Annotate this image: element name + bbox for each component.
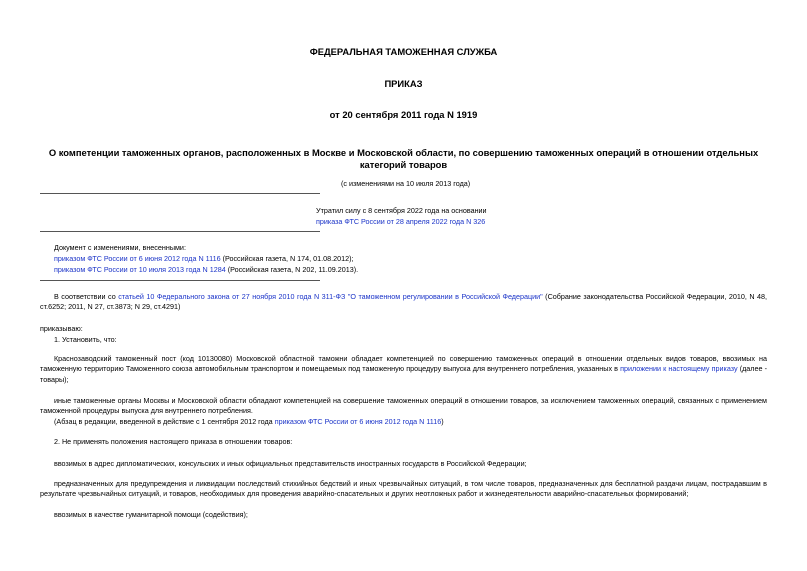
order-word: приказываю: xyxy=(40,324,83,333)
amendments-note: (с изменениями на 10 июля 2013 года) xyxy=(341,179,471,188)
clause-text: Краснозаводский таможенный пост (код 10130080) Московской областной таможни обладает компетенцией по совершению таможенных операций в отношении отдельных видов товаров, ввозимых на таможенную территорию Таможенного союза автомобильным транспортом и помещаемых под таможенную процедуру выпуска для внутреннего потребления, указанных в xyxy=(40,354,767,374)
edit-note-text: (Абзац в редакции, введенной в действие с 1 сентября 2012 года xyxy=(54,417,275,426)
document-title: О компетенции таможенных органов, расположенных в Москве и Московской области, по совершению таможенных операций в отношении отдельных категорий товаров xyxy=(48,147,759,170)
preamble-text: (Собрание законодательства Российской Федерации, 2010, N 48, ст.6252; 2011, N 27, ст.3873; N 29, ст.4291) xyxy=(40,292,767,312)
change-item xyxy=(54,253,354,264)
law-link[interactable]: статьей 10 Федерального закона от 27 ноября 2010 года N 311-ФЗ "О таможенном регулировании в Российской Федерации" xyxy=(118,292,543,301)
preamble-paragraph xyxy=(40,292,767,313)
change-item xyxy=(54,264,358,275)
divider xyxy=(40,280,320,281)
document-date: от 20 сентября 2011 года N 1919 xyxy=(329,109,478,120)
expiry-order-link[interactable]: приказа ФТС России от 28 апреля 2022 года N 326 xyxy=(316,217,486,226)
divider xyxy=(40,231,320,232)
change-order-link[interactable]: приказом ФТС России от 6 июня 2012 года N 1116 xyxy=(54,254,221,263)
divider xyxy=(40,193,320,194)
changes-heading: Документ с изменениями, внесенными: xyxy=(54,243,186,252)
change-source: (Российская газета, N 202, 11.09.2013). xyxy=(225,265,359,274)
clause-others-paragraph: иные таможенные органы Москвы и Московской области обладают компетенцией на совершение таможенных операций в отношении товаров, за исключением таможенных операций, связанных с применением таможенной процедуры выпуска для внутреннего потребления. xyxy=(40,396,767,416)
appendix-link[interactable]: приложении к настоящему приказу xyxy=(620,364,738,374)
edit-note-text: ) xyxy=(441,417,444,426)
clause-text: (далее - товары); xyxy=(40,364,767,384)
clause-post-paragraph xyxy=(40,354,767,385)
change-order-link[interactable]: приказом ФТС России от 10 июля 2013 года N 1284 xyxy=(54,265,226,274)
edit-note xyxy=(54,416,444,427)
clause-1-heading: 1. Установить, что: xyxy=(54,335,117,344)
clause-humanitarian: ввозимых в качестве гуманитарной помощи (содействия); xyxy=(54,510,248,519)
preamble-text: В соответствии со xyxy=(54,292,119,301)
clause-emergency: предназначенных для предупреждения и ликвидации последствий стихийных бедствий и иных чрезвычайных ситуаций, в том числе товаров, предназначенных для бесплатной раздачи лицам, пострадавшим в результате чрезвычайных ситуаций, и товаров, необходимых для проведения аварийно-спасательных и других неотложных работ и жизнедеятельности аварийно-спасательных формирований; xyxy=(40,479,767,499)
document-type: ПРИКАЗ xyxy=(384,78,423,89)
clause-diplomatic: ввозимых в адрес дипломатических, консульских и иных официальных представительств иностранных государств в Российской Федерации; xyxy=(54,459,527,468)
change-source: (Российская газета, N 174, 01.08.2012); xyxy=(220,254,354,263)
clause-2-heading: 2. Не применять положения настоящего приказа в отношении товаров: xyxy=(54,437,293,446)
expiry-note: Утратил силу с 8 сентября 2022 года на основании xyxy=(316,206,487,215)
edit-order-link[interactable]: приказом ФТС России от 6 июня 2012 года N 1116 xyxy=(274,417,442,426)
agency-heading: ФЕДЕРАЛЬНАЯ ТАМОЖЕННАЯ СЛУЖБА xyxy=(309,46,498,57)
